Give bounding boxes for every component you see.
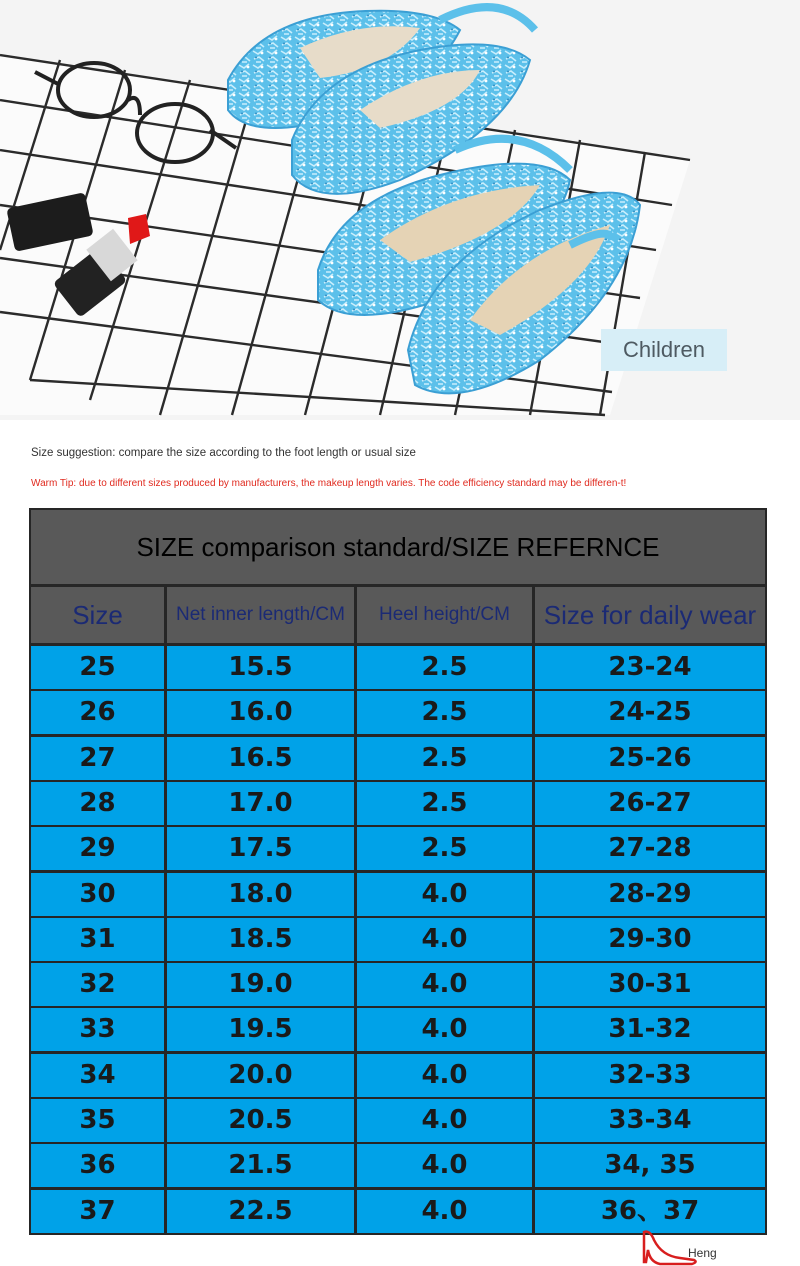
cell-size: 31 [31, 918, 164, 961]
cell-size: 33 [31, 1008, 164, 1051]
cell-heel-height: 2.5 [357, 646, 532, 689]
header-net-inner-length: Net inner length/CM [167, 587, 354, 643]
cell-net-inner-length: 16.5 [167, 737, 354, 780]
children-badge: Children [601, 329, 727, 371]
cell-net-inner-length: 15.5 [167, 646, 354, 689]
product-photo [0, 0, 800, 420]
table-row [29, 918, 767, 961]
cell-daily-wear-size: 31-32 [535, 1008, 765, 1051]
table-row [29, 1099, 767, 1142]
cell-heel-height: 2.5 [357, 737, 532, 780]
table-row [29, 782, 767, 825]
table-row [29, 827, 767, 870]
cell-daily-wear-size: 23-24 [535, 646, 765, 689]
table-row [29, 873, 767, 916]
cell-net-inner-length: 16.0 [167, 691, 354, 734]
header-daily-wear-size: Size for daily wear [535, 587, 765, 643]
cell-net-inner-length: 18.5 [167, 918, 354, 961]
cell-net-inner-length: 20.5 [167, 1099, 354, 1142]
cell-daily-wear-size: 36、37 [535, 1190, 765, 1233]
cell-size: 34 [31, 1054, 164, 1097]
table-row [29, 737, 767, 780]
brand-text: Heng [688, 1246, 717, 1260]
cell-size: 29 [31, 827, 164, 870]
cell-size: 32 [31, 963, 164, 1006]
cell-heel-height: 2.5 [357, 691, 532, 734]
cell-size: 36 [31, 1144, 164, 1187]
cell-net-inner-length: 21.5 [167, 1144, 354, 1187]
cell-heel-height: 4.0 [357, 1054, 532, 1097]
cell-daily-wear-size: 32-33 [535, 1054, 765, 1097]
cell-daily-wear-size: 28-29 [535, 873, 765, 916]
cell-size: 25 [31, 646, 164, 689]
cell-daily-wear-size: 34, 35 [535, 1144, 765, 1187]
cell-heel-height: 2.5 [357, 827, 532, 870]
cell-heel-height: 4.0 [357, 918, 532, 961]
cell-daily-wear-size: 29-30 [535, 918, 765, 961]
cell-heel-height: 4.0 [357, 1190, 532, 1233]
cell-daily-wear-size: 24-25 [535, 691, 765, 734]
size-suggestion-text: Size suggestion: compare the size according to the foot length or usual size [31, 447, 416, 459]
table-row [29, 1144, 767, 1187]
cell-daily-wear-size: 27-28 [535, 827, 765, 870]
cell-heel-height: 4.0 [357, 963, 532, 1006]
header-heel-height: Heel height/CM [357, 587, 532, 643]
cell-size: 26 [31, 691, 164, 734]
table-row [29, 691, 767, 734]
cell-heel-height: 4.0 [357, 1144, 532, 1187]
cell-net-inner-length: 19.5 [167, 1008, 354, 1051]
cell-net-inner-length: 19.0 [167, 963, 354, 1006]
cell-net-inner-length: 22.5 [167, 1190, 354, 1233]
cell-size: 27 [31, 737, 164, 780]
cell-heel-height: 4.0 [357, 1008, 532, 1051]
cell-daily-wear-size: 30-31 [535, 963, 765, 1006]
cell-net-inner-length: 20.0 [167, 1054, 354, 1097]
table-row [29, 1054, 767, 1097]
cell-heel-height: 2.5 [357, 782, 532, 825]
size-table [29, 508, 767, 1235]
cell-heel-height: 4.0 [357, 873, 532, 916]
cell-daily-wear-size: 33-34 [535, 1099, 765, 1142]
cell-net-inner-length: 18.0 [167, 873, 354, 916]
cell-daily-wear-size: 26-27 [535, 782, 765, 825]
table-title: SIZE comparison standard/SIZE REFERNCE [31, 510, 765, 584]
cell-size: 37 [31, 1190, 164, 1233]
cell-heel-height: 4.0 [357, 1099, 532, 1142]
warm-tip-text: Warm Tip: due to different sizes produced by manufacturers, the makeup length varies. The code efficiency standard may be differen-t! [31, 478, 627, 489]
table-row [29, 1008, 767, 1051]
header-size: Size [31, 587, 164, 643]
cell-daily-wear-size: 25-26 [535, 737, 765, 780]
table-row [29, 646, 767, 689]
cell-size: 35 [31, 1099, 164, 1142]
cell-net-inner-length: 17.5 [167, 827, 354, 870]
cell-size: 30 [31, 873, 164, 916]
table-row [29, 963, 767, 1006]
cell-size: 28 [31, 782, 164, 825]
cell-net-inner-length: 17.0 [167, 782, 354, 825]
